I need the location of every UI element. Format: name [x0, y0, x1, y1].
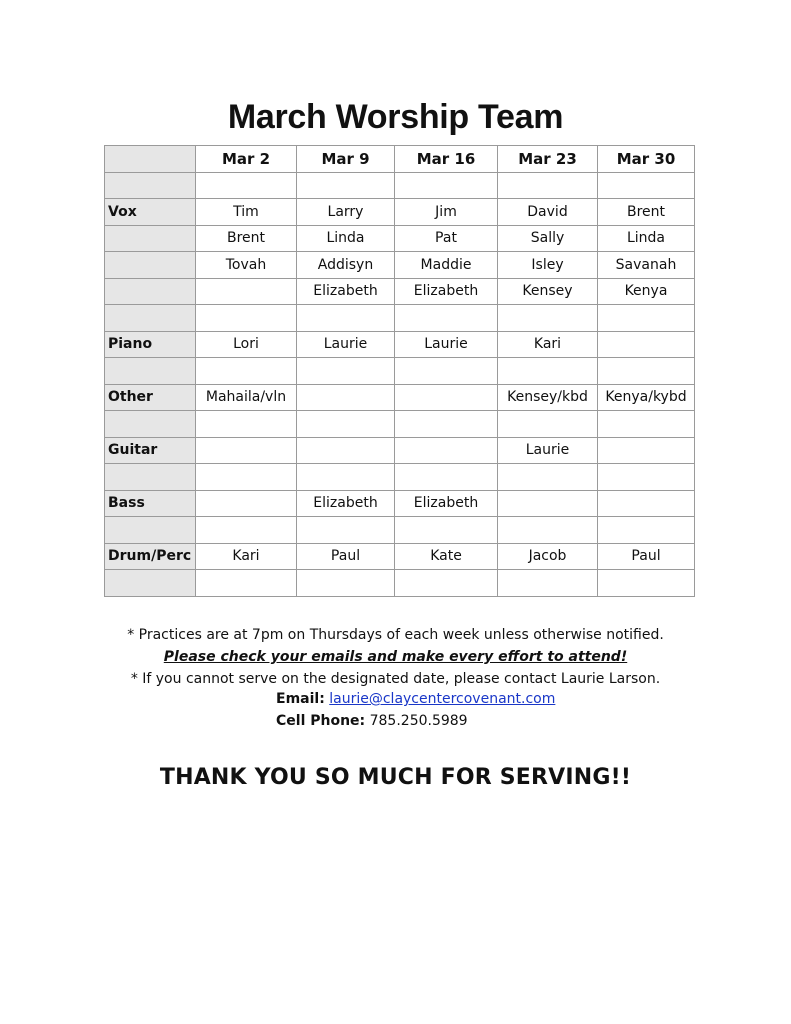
table-row: [105, 490, 695, 517]
table-row: [105, 543, 695, 570]
phone-label: Cell Phone:: [276, 713, 366, 729]
table-cell: [598, 305, 695, 332]
table-row: [105, 305, 695, 332]
page-title: March Worship Team: [227, 98, 564, 136]
role-cell: [105, 358, 196, 385]
table-cell: [196, 172, 297, 199]
table-cell: Brent: [598, 199, 695, 226]
roster-body: [105, 172, 695, 596]
table-cell: Lori: [196, 331, 297, 358]
column-header: Mar 9: [297, 146, 395, 173]
table-cell: [395, 358, 498, 385]
header-row: [105, 146, 695, 173]
table-row: [105, 172, 695, 199]
table-cell: Kenya: [598, 278, 695, 305]
table-row: [105, 278, 695, 305]
table-cell: Kensey/kbd: [498, 384, 598, 411]
table-cell: [395, 464, 498, 491]
contact-info: [276, 688, 555, 732]
table-cell: [196, 305, 297, 332]
table-cell: Jacob: [498, 543, 598, 570]
table-row: [105, 437, 695, 464]
table-row: [105, 517, 695, 544]
table-cell: [196, 411, 297, 438]
table-cell: [598, 358, 695, 385]
role-cell: [105, 570, 196, 597]
table-cell: [498, 570, 598, 597]
practice-note: * Practices are at 7pm on Thursdays of each week unless otherwise notified.: [127, 627, 664, 643]
table-cell: [196, 517, 297, 544]
table-row: [105, 331, 695, 358]
column-header: Mar 2: [196, 146, 297, 173]
table-cell: [498, 517, 598, 544]
table-cell: [598, 411, 695, 438]
role-cell: Drum/Perc: [105, 543, 196, 570]
table-cell: Larry: [297, 199, 395, 226]
column-header: Mar 16: [395, 146, 498, 173]
table-cell: Kate: [395, 543, 498, 570]
role-cell: [105, 411, 196, 438]
table-cell: Kari: [498, 331, 598, 358]
table-cell: [498, 358, 598, 385]
table-cell: [395, 305, 498, 332]
email-line: [276, 688, 555, 710]
table-cell: Savanah: [598, 252, 695, 279]
email-link[interactable]: laurie@claycentercovenant.com: [329, 691, 556, 707]
attendance-note: Please check your emails and make every effort to attend!: [163, 649, 628, 665]
phone-number: 785.250.5989: [369, 713, 468, 729]
table-cell: Tim: [196, 199, 297, 226]
table-cell: [598, 172, 695, 199]
table-cell: [297, 172, 395, 199]
role-cell: [105, 225, 196, 252]
table-cell: David: [498, 199, 598, 226]
table-cell: [196, 278, 297, 305]
table-cell: Elizabeth: [297, 278, 395, 305]
table-cell: Linda: [598, 225, 695, 252]
table-cell: Elizabeth: [297, 490, 395, 517]
table-cell: Elizabeth: [395, 278, 498, 305]
table-cell: [498, 464, 598, 491]
table-cell: [395, 384, 498, 411]
role-cell: [105, 252, 196, 279]
table-cell: Laurie: [498, 437, 598, 464]
table-cell: [395, 570, 498, 597]
table-cell: Paul: [598, 543, 695, 570]
table-cell: [598, 464, 695, 491]
table-cell: [297, 305, 395, 332]
table-cell: Sally: [498, 225, 598, 252]
table-cell: Linda: [297, 225, 395, 252]
table-cell: [598, 437, 695, 464]
table-cell: [297, 358, 395, 385]
role-cell: Piano: [105, 331, 196, 358]
table-cell: Brent: [196, 225, 297, 252]
table-cell: [297, 517, 395, 544]
table-cell: [297, 570, 395, 597]
table-row: [105, 225, 695, 252]
email-label: Email:: [276, 691, 325, 707]
table-cell: [297, 464, 395, 491]
table-row: [105, 358, 695, 385]
table-cell: [498, 411, 598, 438]
table-cell: Laurie: [395, 331, 498, 358]
table-cell: [297, 437, 395, 464]
table-cell: Addisyn: [297, 252, 395, 279]
contact-note: * If you cannot serve on the designated date, please contact Laurie Larson.: [130, 671, 661, 687]
table-cell: [395, 437, 498, 464]
role-cell: Vox: [105, 199, 196, 226]
phone-line: [276, 710, 555, 732]
table-cell: [395, 517, 498, 544]
column-header: Mar 30: [598, 146, 695, 173]
table-cell: [196, 358, 297, 385]
table-cell: Elizabeth: [395, 490, 498, 517]
corner-cell: [105, 146, 196, 173]
table-cell: Isley: [498, 252, 598, 279]
table-cell: [498, 172, 598, 199]
table-cell: [196, 490, 297, 517]
table-row: [105, 464, 695, 491]
table-row: [105, 384, 695, 411]
table-cell: [196, 464, 297, 491]
table-cell: [395, 411, 498, 438]
table-cell: Maddie: [395, 252, 498, 279]
table-cell: Kenya/kybd: [598, 384, 695, 411]
role-cell: [105, 172, 196, 199]
table-cell: Laurie: [297, 331, 395, 358]
thank-you-message: THANK YOU SO MUCH FOR SERVING!!: [159, 765, 632, 790]
role-cell: [105, 517, 196, 544]
table-cell: [196, 437, 297, 464]
table-row: [105, 199, 695, 226]
table-cell: [498, 490, 598, 517]
role-cell: Bass: [105, 490, 196, 517]
table-cell: Tovah: [196, 252, 297, 279]
table-cell: Kari: [196, 543, 297, 570]
role-cell: Guitar: [105, 437, 196, 464]
table-cell: [498, 305, 598, 332]
table-cell: [297, 384, 395, 411]
table-cell: Kensey: [498, 278, 598, 305]
table-cell: [297, 411, 395, 438]
role-cell: [105, 278, 196, 305]
roster-table: [104, 145, 695, 597]
column-header: Mar 23: [498, 146, 598, 173]
role-cell: Other: [105, 384, 196, 411]
table-cell: [395, 172, 498, 199]
table-cell: [598, 517, 695, 544]
table-cell: Paul: [297, 543, 395, 570]
table-row: [105, 411, 695, 438]
table-cell: Pat: [395, 225, 498, 252]
table-row: [105, 252, 695, 279]
role-cell: [105, 305, 196, 332]
table-cell: [598, 570, 695, 597]
table-cell: [196, 570, 297, 597]
table-row: [105, 570, 695, 597]
table-cell: [598, 490, 695, 517]
notes: [0, 624, 791, 690]
table-cell: Mahaila/vln: [196, 384, 297, 411]
table-cell: [598, 331, 695, 358]
table-cell: Jim: [395, 199, 498, 226]
role-cell: [105, 464, 196, 491]
